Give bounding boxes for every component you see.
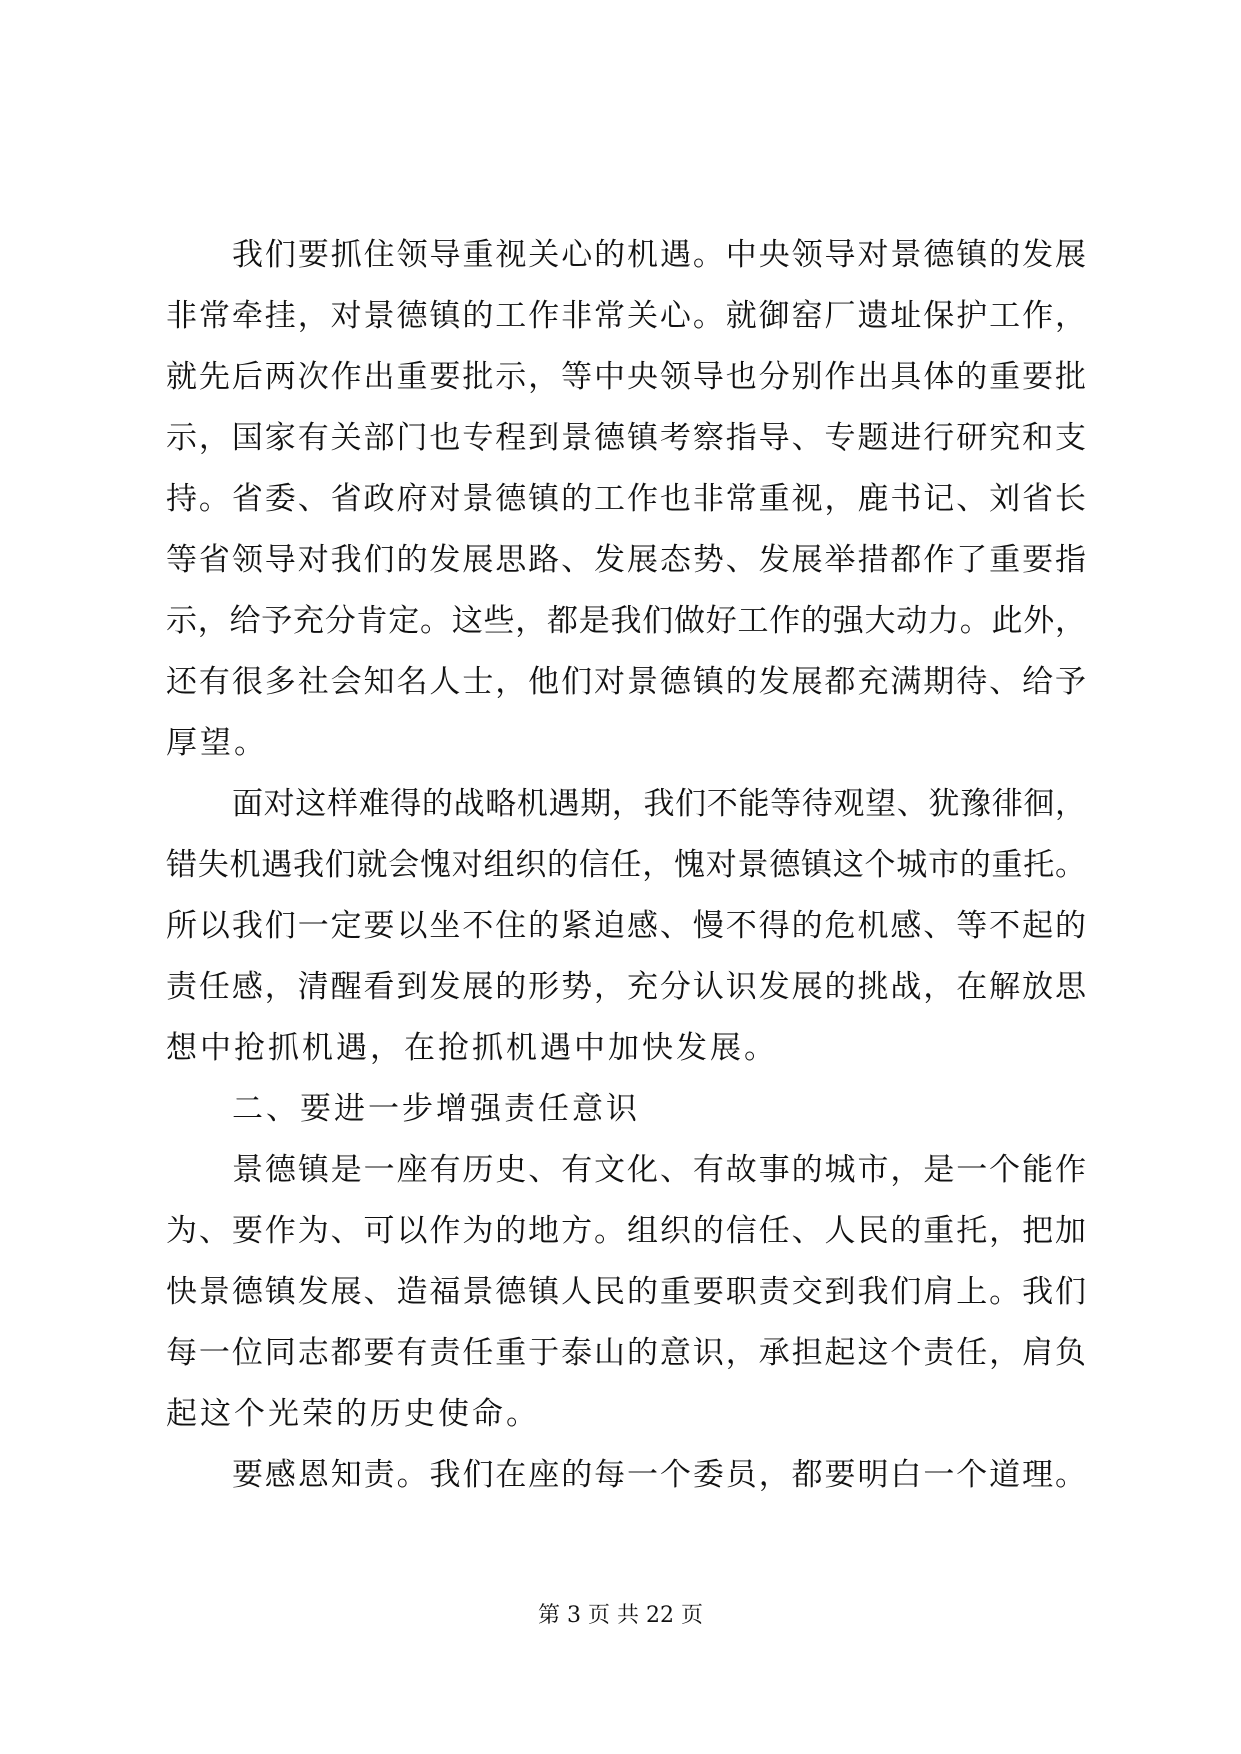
paragraph-line: 就先后两次作出重要批示，等中央领导也分别作出具体的重要批 [166, 359, 1086, 395]
paragraph-line: 我们要抓住领导重视关心的机遇。中央领导对景德镇的发展 [232, 237, 1086, 273]
paragraph-line: 示，国家有关部门也专程到景德镇考察指导、专题进行研究和支 [166, 420, 1086, 456]
paragraph-line: 快景德镇发展、造福景德镇人民的重要职责交到我们肩上。我们 [166, 1274, 1086, 1310]
paragraph-line: 为、要作为、可以作为的地方。组织的信任、人民的重托，把加 [166, 1213, 1086, 1249]
paragraph-line: 厚望。 [166, 725, 268, 761]
paragraph-line: 等省领导对我们的发展思路、发展态势、发展举措都作了重要指 [166, 542, 1086, 578]
paragraph-line: 持。省委、省政府对景德镇的工作也非常重视，鹿书记、刘省长 [166, 481, 1086, 517]
paragraph-line: 错失机遇我们就会愧对组织的信任，愧对景德镇这个城市的重托。 [166, 847, 1086, 883]
section-heading: 二、要进一步增强责任意识 [232, 1091, 640, 1127]
page-number-footer: 第 3 页 共 22 页 [538, 1603, 703, 1628]
paragraph-line: 每一位同志都要有责任重于泰山的意识，承担起这个责任，肩负 [166, 1335, 1086, 1371]
paragraph-line: 所以我们一定要以坐不住的紧迫感、慢不得的危机感、等不起的 [166, 908, 1086, 944]
document-body [166, 225, 1086, 1506]
paragraph-line: 还有很多社会知名人士，他们对景德镇的发展都充满期待、给予 [166, 664, 1086, 700]
paragraph-line: 责任感，清醒看到发展的形势，充分认识发展的挑战，在解放思 [166, 969, 1086, 1005]
paragraph-line: 想中抢抓机遇，在抢抓机遇中加快发展。 [166, 1030, 778, 1066]
paragraph-line: 示，给予充分肯定。这些，都是我们做好工作的强大动力。此外， [166, 603, 1086, 639]
paragraph-line: 景德镇是一座有历史、有文化、有故事的城市，是一个能作 [232, 1152, 1086, 1188]
paragraph-line: 要感恩知责。我们在座的每一个委员，都要明白一个道理。 [232, 1457, 1086, 1493]
paragraph-line: 面对这样难得的战略机遇期，我们不能等待观望、犹豫徘徊， [232, 786, 1086, 822]
paragraph-line: 起这个光荣的历史使命。 [166, 1396, 540, 1432]
paragraph-line: 非常牵挂，对景德镇的工作非常关心。就御窑厂遗址保护工作， [166, 298, 1086, 334]
